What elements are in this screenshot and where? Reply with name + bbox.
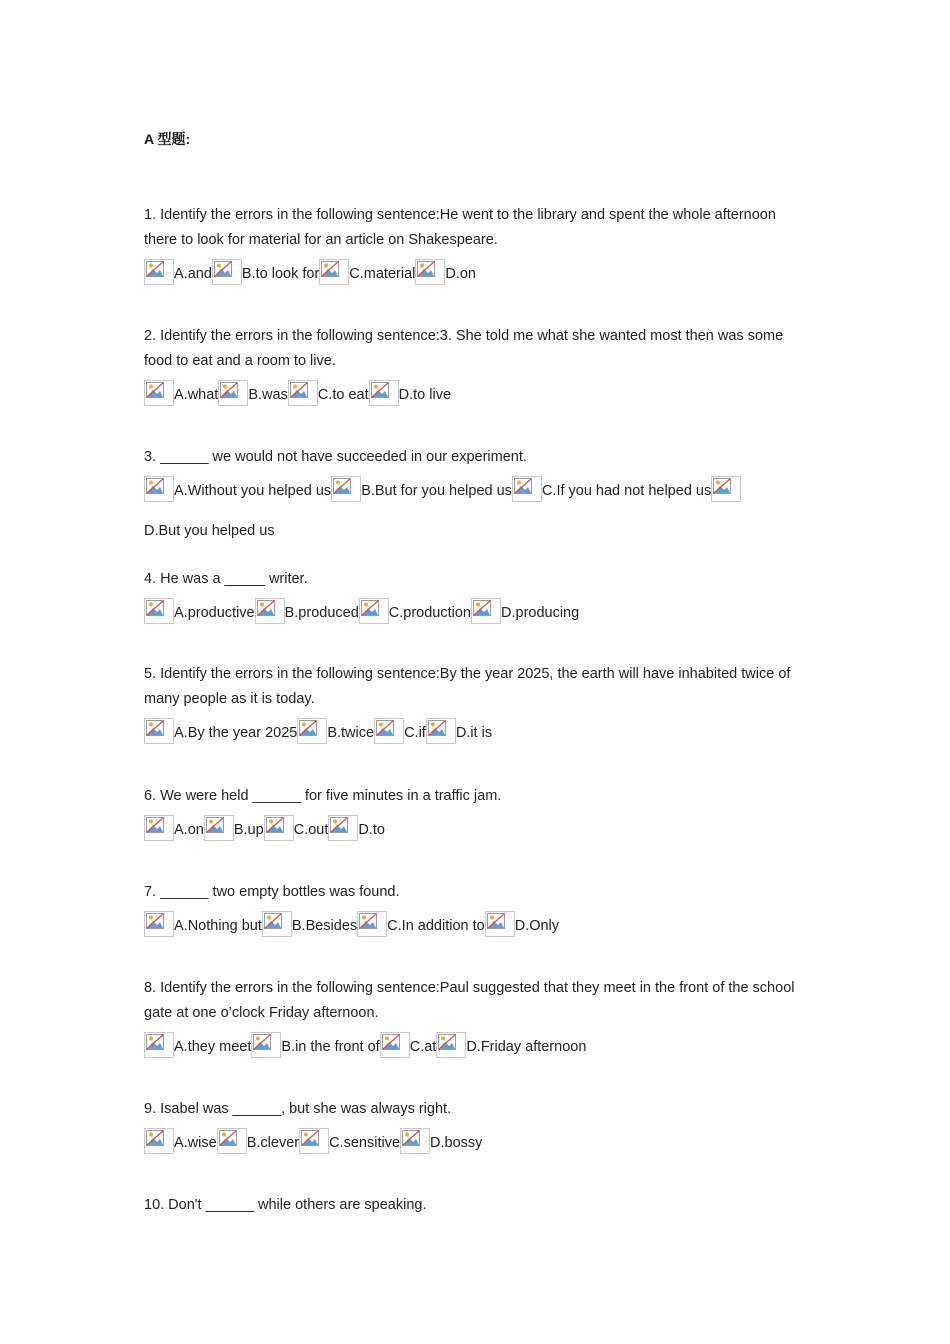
option-b[interactable]: B.Besides — [262, 911, 357, 939]
section-title: A 型题: — [144, 131, 191, 147]
option-d[interactable]: D.producing — [471, 598, 579, 626]
question-4 — [144, 567, 804, 626]
option-row — [144, 476, 804, 544]
option-c[interactable]: C.to eat — [288, 380, 369, 408]
option-a[interactable]: A.Nothing but — [144, 911, 262, 939]
option-row — [144, 1128, 804, 1156]
broken-image-icon — [485, 911, 515, 937]
option-c[interactable]: C.sensitive — [299, 1128, 400, 1156]
broken-image-icon — [380, 1032, 410, 1058]
broken-image-icon — [369, 380, 399, 406]
option-b[interactable]: B.to look for — [212, 259, 319, 287]
option-d[interactable]: D.Only — [485, 911, 559, 939]
broken-image-icon — [144, 1128, 174, 1154]
option-a[interactable]: A.By the year 2025 — [144, 718, 297, 746]
broken-image-icon — [217, 1128, 247, 1154]
option-row — [144, 718, 804, 746]
question-7 — [144, 880, 804, 939]
broken-image-icon — [711, 476, 741, 502]
question-text: 10. Don't ______ while others are speaking. — [144, 1197, 427, 1213]
question-text: 6. We were held ______ for five minutes in a traffic jam. — [144, 788, 502, 804]
option-a[interactable]: A.Without you helped us — [144, 476, 331, 504]
broken-image-icon — [144, 380, 174, 406]
option-a[interactable]: A.on — [144, 815, 204, 843]
option-b[interactable]: B.in the front of — [251, 1032, 379, 1060]
broken-image-icon — [204, 815, 234, 841]
question-3 — [144, 445, 804, 544]
option-b[interactable]: B.produced — [255, 598, 359, 626]
option-c[interactable]: C.material — [319, 259, 415, 287]
broken-image-icon — [328, 815, 358, 841]
broken-image-icon — [144, 259, 174, 285]
broken-image-icon — [144, 476, 174, 502]
option-c[interactable]: C.out — [264, 815, 329, 843]
option-d-icon-wrap[interactable] — [711, 476, 741, 504]
option-row — [144, 911, 804, 939]
option-c[interactable]: C.at — [380, 1032, 437, 1060]
question-text: 1. Identify the errors in the following sentence:He went to the library and spent the whole afternoon there to look for material for an article on Shakespeare. — [144, 207, 776, 248]
option-d[interactable]: D.Friday afternoon — [436, 1032, 586, 1060]
broken-image-icon — [264, 815, 294, 841]
broken-image-icon — [374, 718, 404, 744]
broken-image-icon — [359, 598, 389, 624]
question-5 — [144, 662, 804, 746]
question-text: 9. Isabel was ______, but she was always right. — [144, 1101, 452, 1117]
broken-image-icon — [436, 1032, 466, 1058]
broken-image-icon — [400, 1128, 430, 1154]
broken-image-icon — [262, 911, 292, 937]
question-6 — [144, 784, 804, 843]
broken-image-icon — [331, 476, 361, 502]
option-row — [144, 598, 804, 626]
broken-image-icon — [297, 718, 327, 744]
question-text: 2. Identify the errors in the following sentence:3. She told me what she wanted most then was some food to eat and a room to live. — [144, 328, 784, 369]
broken-image-icon — [144, 911, 174, 937]
broken-image-icon — [218, 380, 248, 406]
question-9 — [144, 1097, 804, 1156]
question-text: 3. ______ we would not have succeeded in our experiment. — [144, 449, 527, 465]
option-b[interactable]: B.up — [204, 815, 264, 843]
question-2 — [144, 324, 804, 408]
option-a[interactable]: A.they meet — [144, 1032, 251, 1060]
broken-image-icon — [212, 259, 242, 285]
question-text: 7. ______ two empty bottles was found. — [144, 884, 400, 900]
option-c[interactable]: C.production — [359, 598, 471, 626]
option-a[interactable]: A.wise — [144, 1128, 217, 1156]
option-b[interactable]: B.was — [218, 380, 288, 408]
option-c[interactable]: C.If you had not helped us — [512, 476, 711, 504]
option-a[interactable]: A.and — [144, 259, 212, 287]
question-8 — [144, 976, 804, 1060]
option-c[interactable]: C.if — [374, 718, 426, 746]
option-row — [144, 1032, 804, 1060]
option-b[interactable]: B.twice — [297, 718, 374, 746]
broken-image-icon — [144, 598, 174, 624]
option-d[interactable]: D.But you helped us — [144, 523, 275, 539]
broken-image-icon — [144, 718, 174, 744]
option-d[interactable]: D.to live — [369, 380, 451, 408]
broken-image-icon — [144, 815, 174, 841]
broken-image-icon — [299, 1128, 329, 1154]
broken-image-icon — [357, 911, 387, 937]
broken-image-icon — [255, 598, 285, 624]
question-10 — [144, 1193, 804, 1218]
question-text: 8. Identify the errors in the following sentence:Paul suggested that they meet in the front of the school gate at one o’clock Friday afternoon. — [144, 980, 795, 1021]
option-row — [144, 380, 804, 408]
option-row — [144, 815, 804, 843]
broken-image-icon — [251, 1032, 281, 1058]
broken-image-icon — [319, 259, 349, 285]
question-1 — [144, 203, 804, 287]
option-d[interactable]: D.it is — [426, 718, 492, 746]
option-d[interactable]: D.on — [415, 259, 476, 287]
option-a[interactable]: A.productive — [144, 598, 255, 626]
option-c[interactable]: C.In addition to — [357, 911, 485, 939]
option-d[interactable]: D.bossy — [400, 1128, 482, 1156]
question-text: 5. Identify the errors in the following sentence:By the year 2025, the earth will have inhabited twice of many people as it is today. — [144, 666, 791, 707]
option-b[interactable]: B.clever — [217, 1128, 299, 1156]
broken-image-icon — [512, 476, 542, 502]
broken-image-icon — [415, 259, 445, 285]
broken-image-icon — [426, 718, 456, 744]
broken-image-icon — [288, 380, 318, 406]
broken-image-icon — [471, 598, 501, 624]
option-b[interactable]: B.But for you helped us — [331, 476, 512, 504]
broken-image-icon — [144, 1032, 174, 1058]
option-row — [144, 259, 804, 287]
question-text: 4. He was a _____ writer. — [144, 571, 308, 587]
option-d[interactable]: D.to — [328, 815, 385, 843]
option-a[interactable]: A.what — [144, 380, 218, 408]
